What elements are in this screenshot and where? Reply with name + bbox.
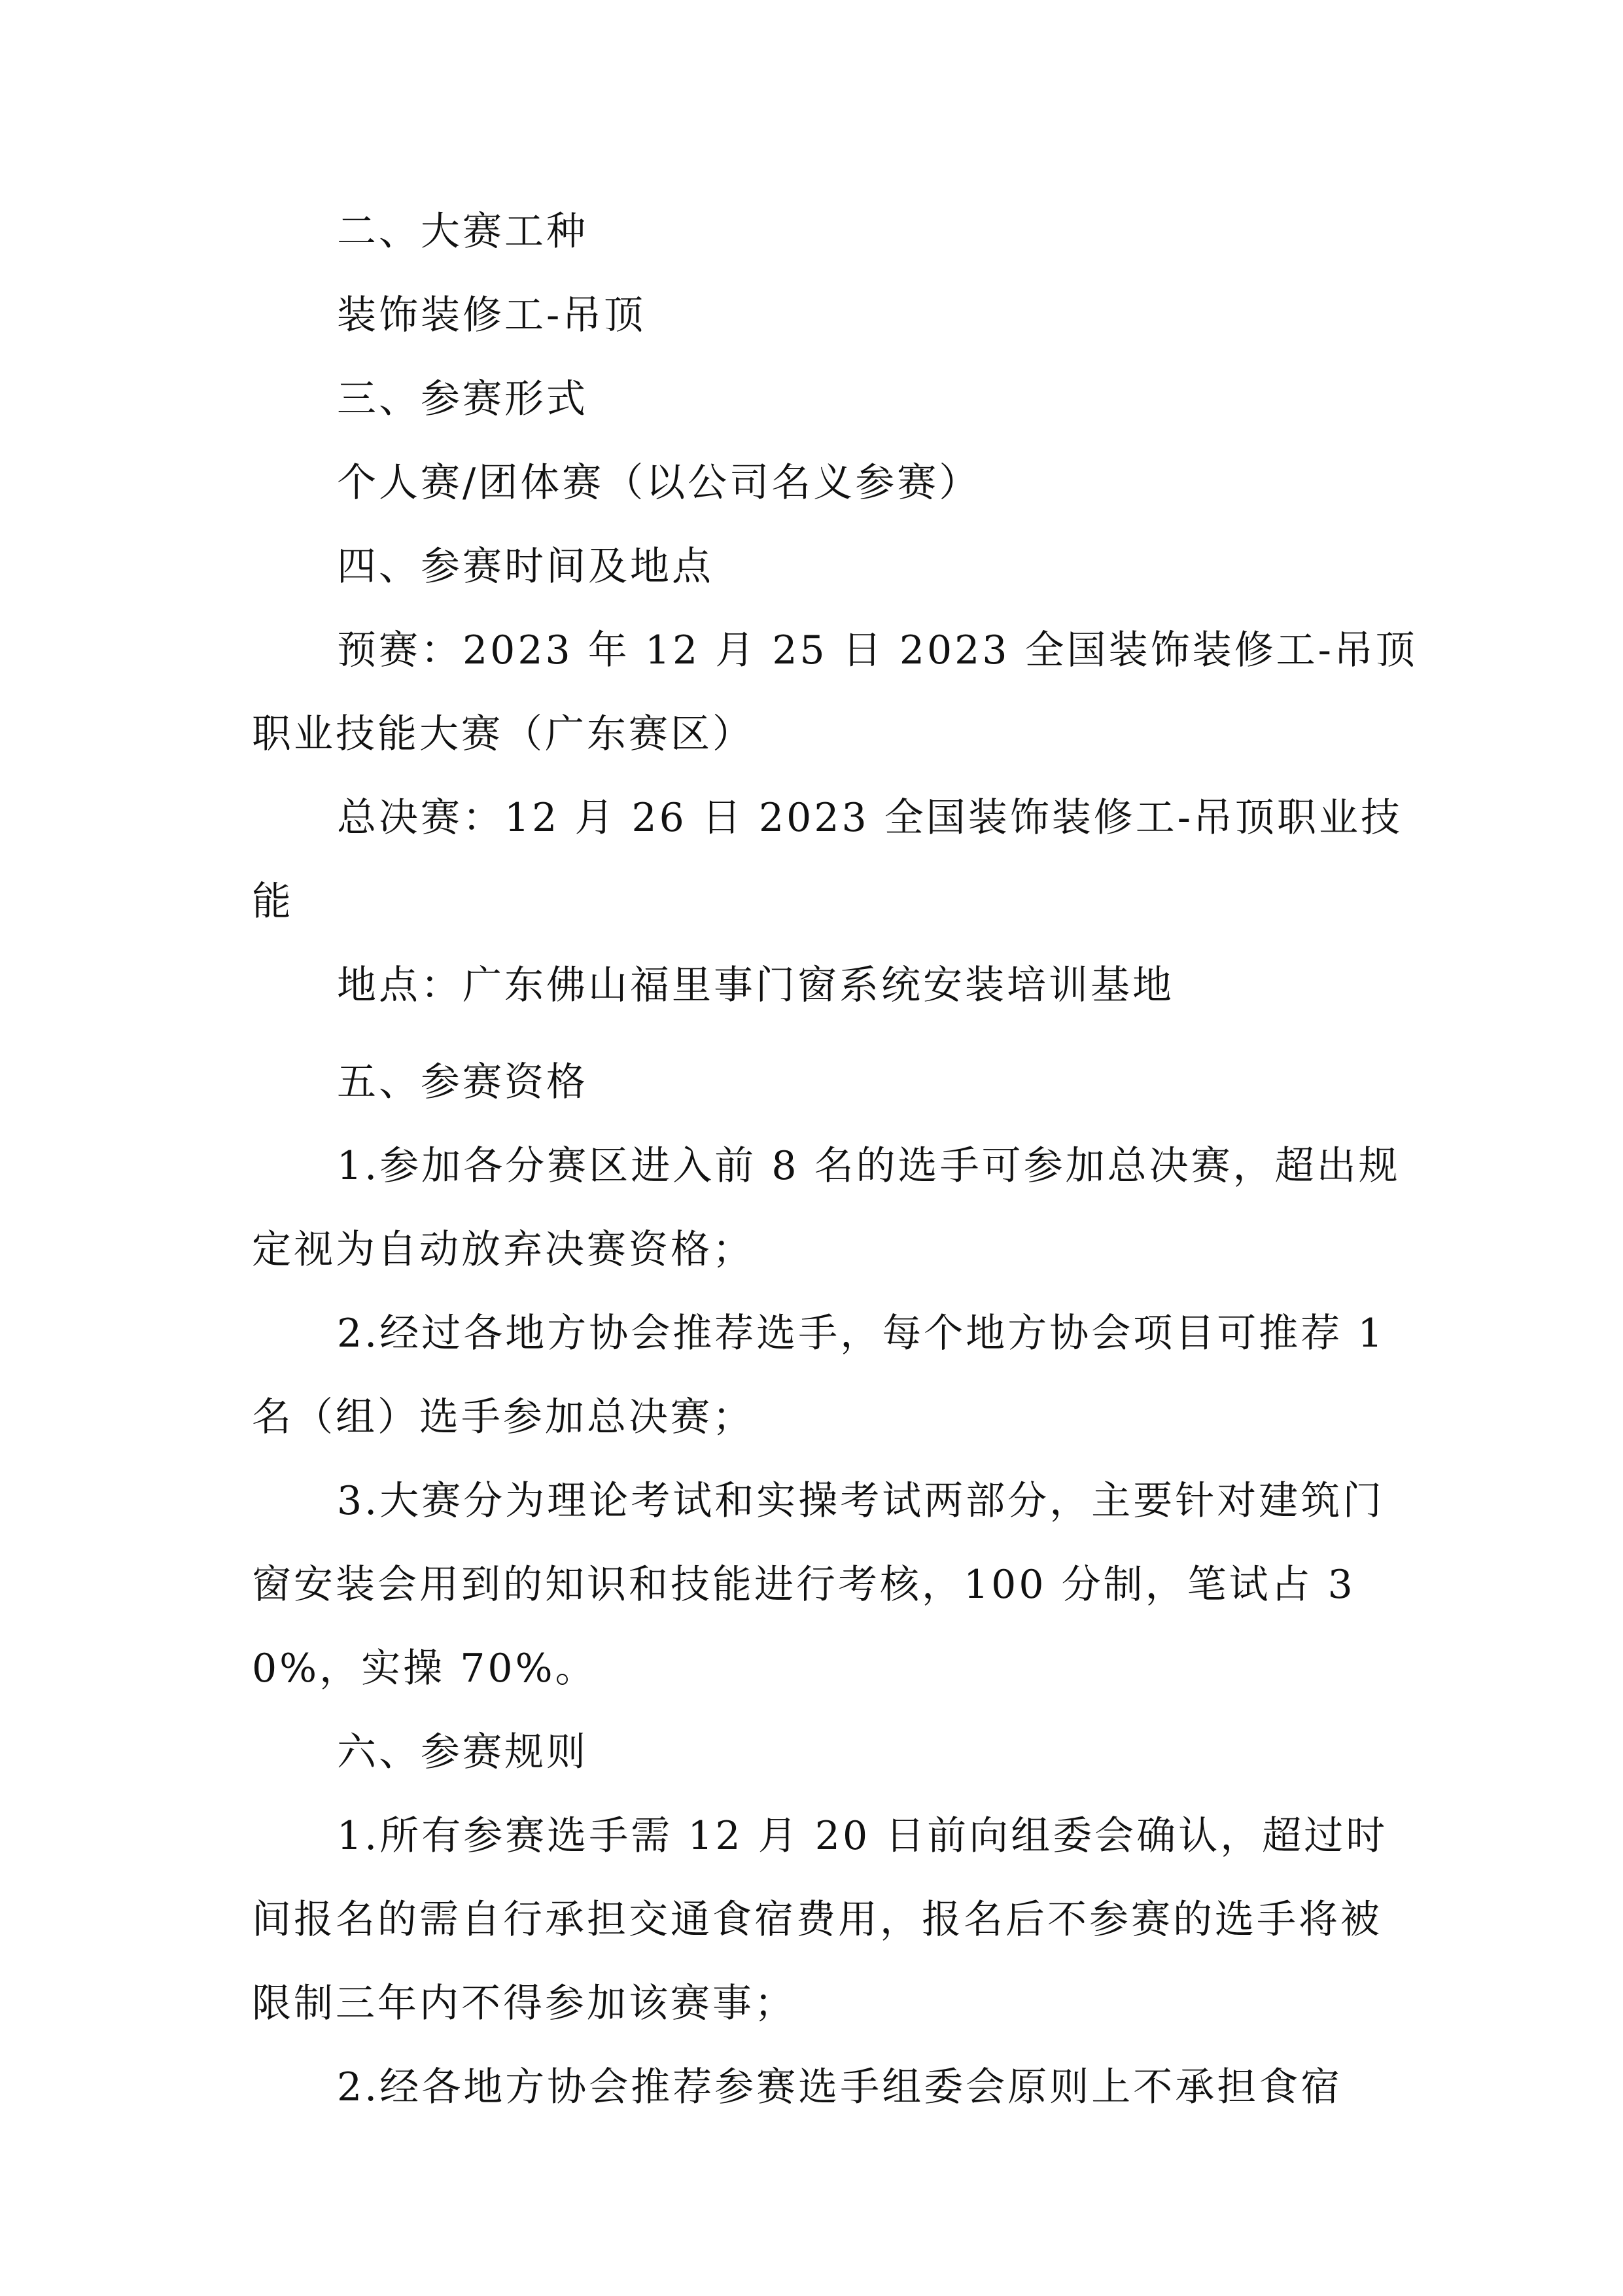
section-heading-2: 二、大赛工种: [337, 209, 588, 255]
paragraph-qualification-2: 2.经过各地方协会推荐选手，每个地方协会项目可推荐 1 名（组）选手参加总决赛；: [252, 1311, 1386, 1440]
section-heading-3: 三、参赛形式: [337, 376, 588, 422]
paragraph-competition-form: 个人赛/团体赛（以公司名义参赛）: [337, 460, 981, 506]
document-body: [252, 190, 1420, 2129]
section-heading-5: 五、参赛资格: [337, 1059, 588, 1105]
section-heading-6: 六、参赛规则: [337, 1729, 588, 1775]
paragraph-competition-trade: 装饰装修工-吊顶: [337, 292, 646, 338]
section-heading-4: 四、参赛时间及地点: [337, 544, 714, 590]
paragraph-qualification-1: 1.参加各分赛区进入前 8 名的选手可参加总决赛，超出规定视为自动放弃决赛资格；: [252, 1143, 1401, 1273]
paragraph-preliminary: 预赛：2023 年 12 月 25 日 2023 全国装饰装修工-吊顶职业技能大赛（广东赛区）: [252, 627, 1418, 757]
paragraph-rule-1: 1.所有参赛选手需 12 月 20 日前向组委会确认，超过时间报名的需自行承担交通食宿费用，报名后不参赛的选手将被限制三年内不得参加该赛事；: [252, 1813, 1388, 2026]
paragraph-final: 总决赛：12 月 26 日 2023 全国装饰装修工-吊顶职业技能: [252, 795, 1403, 925]
paragraph-rule-2: 2.经各地方协会推荐参赛选手组委会原则上不承担食宿: [337, 2064, 1343, 2110]
paragraph-location: 地点：广东佛山福里事门窗系统安装培训基地: [337, 963, 1174, 1008]
paragraph-qualification-3: 3.大赛分为理论考试和实操考试两部分，主要针对建筑门窗安装会用到的知识和技能进行考核，100 分制，笔试占 30%，实操 70%。: [252, 1478, 1385, 1691]
